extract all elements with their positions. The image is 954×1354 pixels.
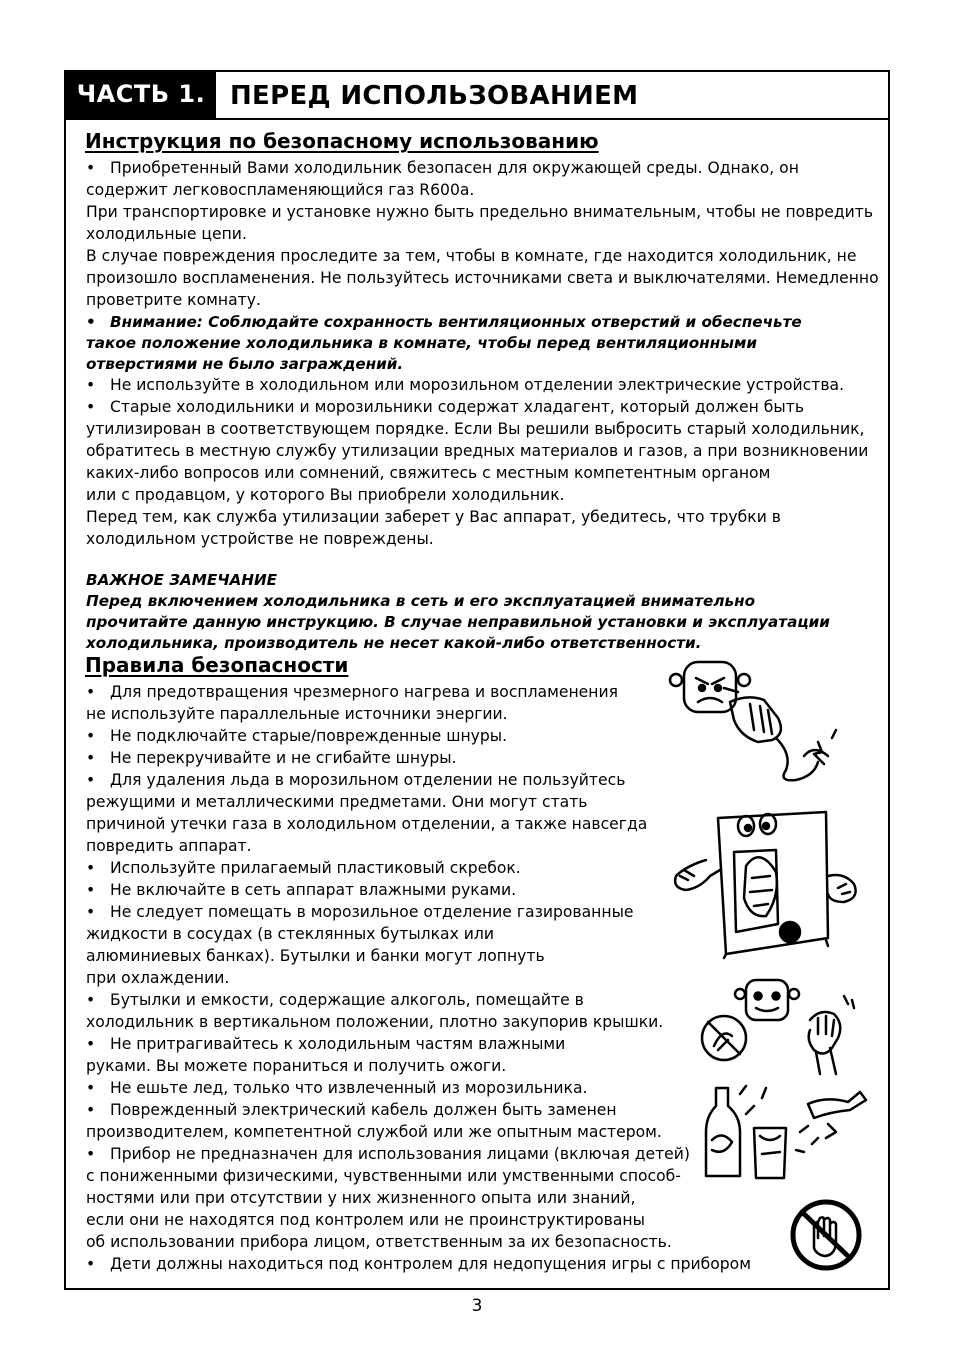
text-line: если они не находятся под контролем или не проинструктированы (86, 1211, 645, 1229)
wet-hands-socket-icon (694, 974, 864, 1076)
text-line: • Для предотвращения чрезмерного нагрева и воспламенения (86, 683, 618, 701)
text-line: • Не ешьте лед, только что извлеченный из морозильника. (86, 1079, 588, 1097)
text-line: утилизирован в соответствующем порядке. Если Вы решили выбросить старый холодильник, (86, 420, 865, 438)
text-line: холодильном устройстве не повреждены. (86, 530, 434, 548)
bullet: • (86, 1101, 96, 1119)
text-line: повредить аппарат. (86, 837, 252, 855)
text-line: содержит легковоспламеняющийся газ R600a. (86, 181, 475, 199)
text-line: • Старые холодильники и морозильники содержат хладагент, который должен быть (86, 398, 805, 416)
text-line: • Бутылки и емкости, содержащие алкоголь, помещайте в (86, 991, 584, 1009)
text-line: с пониженными физическими, чувственными или умственными способ- (86, 1167, 681, 1185)
angry-plug-icon (668, 658, 860, 784)
text-line: холодильник в вертикальном положении, плотно закупорив крышки. (86, 1013, 664, 1031)
text-line: В случае повреждения проследите за тем, чтобы в комнате, где находится холодильник, не (86, 247, 857, 265)
bullet: • (86, 903, 96, 921)
text-line: При транспортировке и установке нужно быть предельно внимательным, чтобы не повредить (86, 203, 874, 221)
text-line: • Для удаления льда в морозильном отделении не пользуйтесь (86, 771, 626, 789)
bullet: • (86, 991, 96, 1009)
bullet: • (86, 749, 96, 767)
important-title: ВАЖНОЕ ЗАМЕЧАНИЕ (86, 571, 278, 589)
important-line: прочитайте данную инструкцию. В случае неправильной установки и эксплуатации (86, 613, 830, 631)
no-children-hand-icon (788, 1198, 864, 1272)
text-line: • Не включайте в сеть аппарат влажными руками. (86, 881, 517, 899)
text-line: или с продавцом, у которого Вы приобрели холодильник. (86, 486, 565, 504)
text-line: производителем, компетентной службой или же опытным мастером. (86, 1123, 662, 1141)
text-line: Перед тем, как служба утилизации заберет у Вас аппарат, убедитесь, что трубки в (86, 508, 781, 526)
bullet: • (86, 1079, 96, 1097)
text-line: не используйте параллельные источники энергии. (86, 705, 508, 723)
text-line: об использовании прибора лицом, ответственным за их безопасность. (86, 1233, 672, 1251)
warning-line: • Внимание: Соблюдайте сохранность вентиляционных отверстий и обеспечьте (86, 313, 802, 331)
broken-bottle-icon (700, 1084, 878, 1184)
text-line: • Не следует помещать в морозильное отделение газированные (86, 903, 634, 921)
bullet: • (86, 881, 96, 899)
part-label: ЧАСТЬ 1. (66, 72, 216, 118)
bullet: • (86, 1255, 96, 1273)
text-line: руками. Вы можете пораниться и получить ожоги. (86, 1057, 507, 1075)
bullet: • (86, 771, 96, 789)
text-line: алюминиевых банках). Бутылки и банки могут лопнуть (86, 947, 545, 965)
text-line: при охлаждении. (86, 969, 230, 987)
part-title: ПЕРЕД ИСПОЛЬЗОВАНИЕМ (230, 81, 639, 111)
bullet: • (86, 159, 96, 177)
text-line: • Поврежденный электрический кабель должен быть заменен (86, 1101, 617, 1119)
chapter-header (66, 72, 888, 120)
text-line: • Дети должны находиться под контролем для недопущения игры с прибором (86, 1255, 751, 1273)
bullet: • (86, 376, 96, 394)
safety-rules-heading: Правила безопасности (85, 653, 349, 677)
text-line: • Не перекручивайте и не сгибайте шнуры. (86, 749, 457, 767)
text-line: проветрите комнату. (86, 291, 261, 309)
text-line: • Не притрагивайтесь к холодильным частям влажными (86, 1035, 566, 1053)
text-line: режущими и металлическими предметами. Они могут стать (86, 793, 588, 811)
important-line: холодильника, производитель не несет какой-либо ответственности. (86, 634, 702, 652)
fridge-character-icon (666, 806, 862, 962)
text-line: • Используйте прилагаемый пластиковый скребок. (86, 859, 521, 877)
important-line: Перед включением холодильника в сеть и его эксплуатацией внимательно (86, 592, 756, 610)
bullet: • (86, 859, 96, 877)
safety-instructions-heading: Инструкция по безопасному использованию (85, 129, 599, 153)
text-line: обратитесь в местную службу утилизации вредных материалов и газов, а при возникновении (86, 442, 869, 460)
bullet: • (86, 398, 96, 416)
page-number: 3 (471, 1296, 483, 1316)
text-line: холодильные цепи. (86, 225, 247, 243)
warning-line: такое положение холодильника в комнате, чтобы перед вентиляционными (86, 334, 758, 352)
bullet: • (86, 1145, 96, 1163)
text-line: • Не используйте в холодильном или морозильном отделении электрические устройства. (86, 376, 845, 394)
text-line: жидкости в сосудах (в стеклянных бутылках или (86, 925, 494, 943)
text-line: • Не подключайте старые/поврежденные шнуры. (86, 727, 508, 745)
bullet: • (86, 1035, 96, 1053)
warning-line: отверстиями не было заграждений. (86, 355, 404, 373)
bullet: • (86, 683, 96, 701)
text-line: произошло воспламенения. Не пользуйтесь источниками света и выключателями. Немедленно (86, 269, 879, 287)
bullet: • (86, 313, 96, 331)
text-line: причиной утечки газа в холодильном отделении, а также навсегда (86, 815, 648, 833)
text-line: каких-либо вопросов или сомнений, свяжитесь с местным компетентным органом (86, 464, 771, 482)
text-line: • Прибор не предназначен для использования лицами (включая детей) (86, 1145, 690, 1163)
bullet: • (86, 727, 96, 745)
text-line: • Приобретенный Вами холодильник безопасен для окружающей среды. Однако, он (86, 159, 799, 177)
text-line: ностями или при отсутствии у них жизненного опыта или знаний, (86, 1189, 636, 1207)
